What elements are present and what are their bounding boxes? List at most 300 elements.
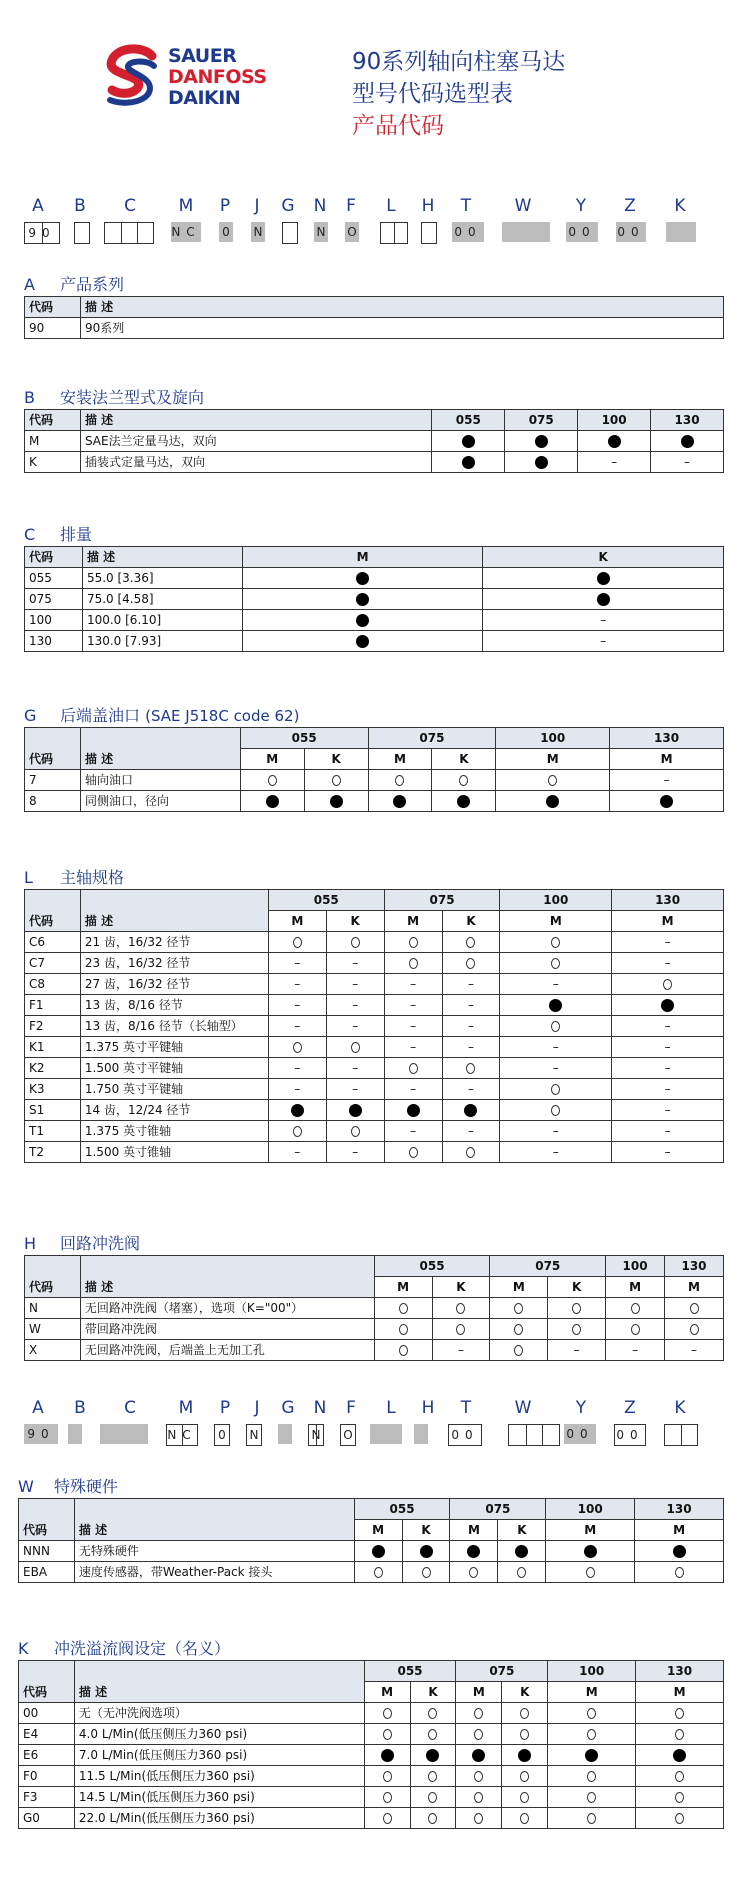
code-box-p: 0 xyxy=(214,1424,230,1446)
table-row xyxy=(25,1100,724,1121)
availability-cell xyxy=(665,1319,724,1340)
filled-dot-icon xyxy=(457,795,470,808)
availability-cell xyxy=(242,589,483,610)
size-group-header: 075 xyxy=(368,728,496,749)
dash-icon: – xyxy=(352,1145,359,1159)
availability-cell xyxy=(500,1142,612,1163)
open-circle-icon xyxy=(520,1813,529,1824)
code-box-l xyxy=(380,222,408,244)
availability-cell xyxy=(498,1541,546,1562)
code-box-t: 00 xyxy=(452,222,484,242)
availability-cell xyxy=(268,1016,326,1037)
dash-icon: – xyxy=(467,1124,474,1138)
availability-cell xyxy=(612,953,724,974)
logo-line-3: DAIKIN xyxy=(168,87,241,109)
description-cell: 1.375 英寸锥轴 xyxy=(80,1121,268,1142)
code-position-h: H xyxy=(421,1398,435,1418)
description-cell: 21 齿，16/32 径节 xyxy=(80,932,268,953)
section-title: 后端盖油口 xyxy=(60,706,141,725)
open-circle-icon xyxy=(675,1567,684,1578)
filled-dot-icon xyxy=(349,1104,362,1117)
dash-icon: – xyxy=(410,977,417,991)
description-cell: 75.0 [4.58] xyxy=(82,589,242,610)
column-header: 描 述 xyxy=(80,728,240,770)
dash-icon: – xyxy=(664,956,671,970)
filled-dot-icon xyxy=(472,1749,485,1762)
availability-cell xyxy=(606,1298,665,1319)
availability-cell xyxy=(636,1724,724,1745)
table-row xyxy=(25,770,724,791)
availability-cell xyxy=(612,1100,724,1121)
column-header: M xyxy=(242,547,483,568)
column-header: 描 述 xyxy=(80,297,723,318)
availability-cell xyxy=(548,1766,636,1787)
dash-icon: – xyxy=(467,1019,474,1033)
availability-cell xyxy=(548,1703,636,1724)
availability-cell xyxy=(410,1787,456,1808)
availability-cell xyxy=(548,1787,636,1808)
code-box-j: N xyxy=(246,1424,262,1446)
dash-icon: – xyxy=(352,1061,359,1075)
code-position-l: L xyxy=(386,1398,396,1418)
filled-dot-icon xyxy=(518,1749,531,1762)
dash-icon: – xyxy=(552,1124,559,1138)
open-circle-icon xyxy=(466,958,475,969)
dash-icon: – xyxy=(410,1082,417,1096)
table-k-flushing-relief xyxy=(18,1660,724,1829)
filled-dot-icon xyxy=(535,456,548,469)
code-position-c: C xyxy=(124,196,136,216)
column-header: 130 xyxy=(651,410,724,431)
size-group-header: 100 xyxy=(546,1499,635,1520)
availability-cell xyxy=(268,953,326,974)
code-cell: N xyxy=(25,1298,81,1319)
availability-cell xyxy=(456,1766,502,1787)
dash-icon: – xyxy=(552,977,559,991)
mount-subheader: K xyxy=(432,749,496,770)
table-row xyxy=(25,431,724,452)
code-box-g xyxy=(278,1424,292,1444)
availability-cell xyxy=(548,1724,636,1745)
availability-cell xyxy=(502,1808,548,1829)
open-circle-icon xyxy=(474,1771,483,1782)
code-position-t: T xyxy=(460,1398,472,1418)
code-cell: T1 xyxy=(25,1121,81,1142)
mount-subheader: M xyxy=(636,1682,724,1703)
table-row xyxy=(25,1016,724,1037)
table-g-end-cap-ports xyxy=(24,727,724,812)
code-box-a: 90 xyxy=(24,222,60,244)
availability-cell xyxy=(268,932,326,953)
availability-cell xyxy=(612,974,724,995)
table-group-header-row xyxy=(19,1499,724,1520)
open-circle-icon xyxy=(383,1771,392,1782)
open-circle-icon xyxy=(374,1567,383,1578)
description-cell: 轴向油口 xyxy=(80,770,240,791)
dash-icon: – xyxy=(663,773,670,787)
availability-cell xyxy=(450,1562,498,1583)
code-box-t: 00 xyxy=(448,1424,482,1446)
filled-dot-icon xyxy=(515,1545,528,1558)
availability-cell xyxy=(546,1541,635,1562)
availability-cell xyxy=(384,1121,442,1142)
code-box-b xyxy=(68,1424,82,1444)
code-position-f: F xyxy=(346,1398,356,1418)
code-position-m: M xyxy=(178,1398,194,1418)
availability-cell xyxy=(364,1787,410,1808)
availability-cell xyxy=(374,1340,432,1361)
size-group-header: 100 xyxy=(606,1256,665,1277)
availability-cell xyxy=(240,770,304,791)
mount-subheader: M xyxy=(374,1277,432,1298)
availability-cell xyxy=(432,431,505,452)
availability-cell xyxy=(548,1298,606,1319)
section-letter: W xyxy=(18,1477,34,1496)
availability-cell xyxy=(364,1703,410,1724)
open-circle-icon xyxy=(293,1042,302,1053)
filled-dot-icon xyxy=(464,1104,477,1117)
description-cell: 7.0 L/Min(低压侧压力360 psi) xyxy=(74,1745,364,1766)
dash-icon: – xyxy=(352,998,359,1012)
description-cell: 无（无冲洗阀选项） xyxy=(74,1703,364,1724)
table-row xyxy=(25,995,724,1016)
dash-icon: – xyxy=(410,998,417,1012)
section-title: 排量 xyxy=(60,525,93,544)
dash-icon: – xyxy=(600,613,607,627)
availability-cell xyxy=(384,1016,442,1037)
open-circle-icon xyxy=(428,1708,437,1719)
mount-subheader: K xyxy=(326,911,384,932)
table-row xyxy=(25,1037,724,1058)
open-circle-icon xyxy=(690,1324,699,1335)
table-row xyxy=(25,1319,724,1340)
code-box-g xyxy=(282,222,298,244)
code-cell: 130 xyxy=(25,631,83,652)
code-cell: 00 xyxy=(19,1703,75,1724)
availability-cell xyxy=(354,1541,402,1562)
availability-cell xyxy=(268,1100,326,1121)
size-group-header: 075 xyxy=(490,1256,606,1277)
code-cell: 075 xyxy=(25,589,83,610)
filled-dot-icon xyxy=(291,1104,304,1117)
filled-dot-icon xyxy=(372,1545,385,1558)
open-circle-icon xyxy=(520,1708,529,1719)
filled-dot-icon xyxy=(356,593,369,606)
availability-cell xyxy=(374,1319,432,1340)
title-line-1: 90系列轴向柱塞马达 xyxy=(352,49,566,75)
availability-cell xyxy=(442,974,500,995)
dash-icon: – xyxy=(664,1145,671,1159)
availability-cell xyxy=(483,610,724,631)
availability-cell xyxy=(384,1058,442,1079)
section-k-heading xyxy=(18,1636,230,1659)
code-position-h: H xyxy=(421,196,435,216)
open-circle-icon xyxy=(383,1729,392,1740)
mount-subheader: M xyxy=(384,911,442,932)
description-cell: 100.0 [6.10] xyxy=(82,610,242,631)
availability-cell xyxy=(402,1562,450,1583)
column-header: 075 xyxy=(505,410,578,431)
open-circle-icon xyxy=(551,937,560,948)
description-cell: 14.5 L/Min(低压侧压力360 psi) xyxy=(74,1787,364,1808)
availability-cell xyxy=(548,1340,606,1361)
dash-icon: – xyxy=(664,1019,671,1033)
column-header: 描 述 xyxy=(80,410,431,431)
table-row xyxy=(19,1541,724,1562)
code-position-k: K xyxy=(674,196,686,216)
sauer-danfoss-daikin-logo-icon xyxy=(104,44,160,108)
availability-cell xyxy=(635,1541,724,1562)
availability-cell xyxy=(326,953,384,974)
filled-dot-icon xyxy=(356,572,369,585)
description-cell: 1.500 英寸平键轴 xyxy=(80,1058,268,1079)
mount-subheader: M xyxy=(364,1682,410,1703)
availability-cell xyxy=(548,1745,636,1766)
availability-cell xyxy=(502,1745,548,1766)
availability-cell xyxy=(635,1562,724,1583)
open-circle-icon xyxy=(520,1771,529,1782)
section-title: 回路冲洗阀 xyxy=(60,1234,141,1253)
availability-cell xyxy=(442,932,500,953)
availability-cell xyxy=(326,1079,384,1100)
dash-icon: – xyxy=(294,1145,301,1159)
open-circle-icon xyxy=(663,979,672,990)
code-position-p: P xyxy=(219,1398,231,1418)
description-cell: 55.0 [3.36] xyxy=(82,568,242,589)
mount-subheader: M xyxy=(496,749,610,770)
table-row xyxy=(25,631,724,652)
availability-cell xyxy=(268,974,326,995)
column-header: 代码 xyxy=(25,547,83,568)
table-group-header-row xyxy=(25,1256,724,1277)
availability-cell xyxy=(364,1745,410,1766)
open-circle-icon xyxy=(409,1063,418,1074)
availability-cell xyxy=(450,1541,498,1562)
availability-cell xyxy=(326,1058,384,1079)
code-cell: NNN xyxy=(19,1541,75,1562)
open-circle-icon xyxy=(548,775,557,786)
section-letter: K xyxy=(18,1639,29,1658)
availability-cell xyxy=(432,791,496,812)
section-letter: G xyxy=(24,706,37,725)
open-circle-icon xyxy=(399,1324,408,1335)
mount-subheader: M xyxy=(456,1682,502,1703)
dash-icon: – xyxy=(410,1124,417,1138)
code-box-y: 00 xyxy=(566,222,598,242)
size-group-header: 075 xyxy=(450,1499,546,1520)
dash-icon: – xyxy=(457,1343,464,1357)
availability-cell xyxy=(326,995,384,1016)
availability-cell xyxy=(442,1016,500,1037)
availability-cell xyxy=(500,1016,612,1037)
availability-cell xyxy=(606,1340,665,1361)
table-group-header-row xyxy=(19,1661,724,1682)
availability-cell xyxy=(498,1562,546,1583)
code-position-y: Y xyxy=(575,196,587,216)
dash-icon: – xyxy=(611,455,618,469)
description-cell: SAE法兰定量马达，双向 xyxy=(80,431,431,452)
size-group-header: 100 xyxy=(500,890,612,911)
availability-cell xyxy=(442,1100,500,1121)
dash-icon: – xyxy=(664,1082,671,1096)
table-h-loop-flushing xyxy=(24,1255,724,1361)
dash-icon: – xyxy=(664,1061,671,1075)
open-circle-icon xyxy=(520,1792,529,1803)
availability-cell xyxy=(410,1703,456,1724)
open-circle-icon xyxy=(586,1567,595,1578)
table-header-row xyxy=(25,547,724,568)
open-circle-icon xyxy=(675,1813,684,1824)
availability-cell xyxy=(636,1808,724,1829)
code-position-k: K xyxy=(674,1398,686,1418)
availability-cell xyxy=(432,1298,490,1319)
open-circle-icon xyxy=(587,1792,596,1803)
code-position-b: B xyxy=(74,196,86,216)
code-box-f: O xyxy=(345,222,359,242)
dash-icon: – xyxy=(294,1082,301,1096)
dash-icon: – xyxy=(294,1019,301,1033)
availability-cell xyxy=(606,1319,665,1340)
logo-line-2: DANFOSS xyxy=(168,66,267,88)
availability-cell xyxy=(636,1745,724,1766)
code-cell: EBA xyxy=(19,1562,75,1583)
availability-cell xyxy=(505,452,578,473)
open-circle-icon xyxy=(514,1303,523,1314)
code-position-z: Z xyxy=(624,196,636,216)
table-row xyxy=(25,452,724,473)
table-row xyxy=(25,1121,724,1142)
code-box-m: NC xyxy=(171,222,201,242)
availability-cell xyxy=(500,1100,612,1121)
open-circle-icon xyxy=(520,1729,529,1740)
filled-dot-icon xyxy=(597,593,610,606)
dash-icon: – xyxy=(573,1343,580,1357)
table-header-row xyxy=(25,410,724,431)
availability-cell xyxy=(502,1787,548,1808)
description-cell: 23 齿，16/32 径节 xyxy=(80,953,268,974)
size-group-header: 055 xyxy=(354,1499,450,1520)
availability-cell xyxy=(665,1298,724,1319)
availability-cell xyxy=(500,974,612,995)
table-row xyxy=(25,1340,724,1361)
code-letters-row-1 xyxy=(0,196,740,218)
open-circle-icon xyxy=(631,1303,640,1314)
code-cell: X xyxy=(25,1340,81,1361)
open-circle-icon xyxy=(293,937,302,948)
open-circle-icon xyxy=(466,1147,475,1158)
code-box-w xyxy=(508,1424,560,1446)
description-cell: 14 齿，12/24 径节 xyxy=(80,1100,268,1121)
description-cell: 90系列 xyxy=(80,318,723,339)
code-position-n: N xyxy=(313,1398,327,1418)
filled-dot-icon xyxy=(266,795,279,808)
availability-cell xyxy=(432,1340,490,1361)
availability-cell xyxy=(546,1562,635,1583)
code-cell: C7 xyxy=(25,953,81,974)
size-group-header: 130 xyxy=(612,890,724,911)
open-circle-icon xyxy=(469,1567,478,1578)
table-group-header-row xyxy=(25,890,724,911)
open-circle-icon xyxy=(268,775,277,786)
code-box-k xyxy=(664,1424,698,1446)
dash-icon: – xyxy=(467,1082,474,1096)
open-circle-icon xyxy=(572,1303,581,1314)
mount-subheader: K xyxy=(304,749,368,770)
open-circle-icon xyxy=(332,775,341,786)
open-circle-icon xyxy=(466,937,475,948)
availability-cell xyxy=(268,1058,326,1079)
open-circle-icon xyxy=(383,1813,392,1824)
availability-cell xyxy=(612,995,724,1016)
size-group-header: 130 xyxy=(610,728,724,749)
open-circle-icon xyxy=(675,1729,684,1740)
column-header: 代码 xyxy=(25,297,81,318)
code-position-b: B xyxy=(74,1398,86,1418)
availability-cell xyxy=(354,1562,402,1583)
availability-cell xyxy=(456,1724,502,1745)
availability-cell xyxy=(410,1724,456,1745)
table-c-displacement xyxy=(24,546,724,652)
availability-cell xyxy=(502,1724,548,1745)
code-box-n: N xyxy=(314,222,328,242)
mount-subheader: K xyxy=(502,1682,548,1703)
availability-cell xyxy=(326,932,384,953)
size-group-header: 075 xyxy=(456,1661,548,1682)
description-cell: 无回路冲洗阀，后端盖上无加工孔 xyxy=(80,1340,374,1361)
table-b-mounting xyxy=(24,409,724,473)
code-cell: F2 xyxy=(25,1016,81,1037)
description-cell: 11.5 L/Min(低压侧压力360 psi) xyxy=(74,1766,364,1787)
code-cell: W xyxy=(25,1319,81,1340)
availability-cell xyxy=(490,1340,548,1361)
open-circle-icon xyxy=(428,1729,437,1740)
code-position-g: G xyxy=(281,196,295,216)
open-circle-icon xyxy=(517,1567,526,1578)
table-row xyxy=(25,1298,724,1319)
table-row xyxy=(19,1724,724,1745)
dash-icon: – xyxy=(352,977,359,991)
availability-cell xyxy=(442,995,500,1016)
availability-cell xyxy=(612,1037,724,1058)
availability-cell xyxy=(304,770,368,791)
filled-dot-icon xyxy=(597,572,610,585)
dash-icon: – xyxy=(467,977,474,991)
code-position-y: Y xyxy=(575,1398,587,1418)
dash-icon: – xyxy=(294,977,301,991)
size-group-header: 055 xyxy=(374,1256,490,1277)
availability-cell xyxy=(500,995,612,1016)
code-box-j: N xyxy=(251,222,265,242)
open-circle-icon xyxy=(474,1813,483,1824)
availability-cell xyxy=(651,452,724,473)
availability-cell xyxy=(432,452,505,473)
open-circle-icon xyxy=(474,1708,483,1719)
availability-cell xyxy=(548,1319,606,1340)
page-subtitle: 产品代码 xyxy=(352,113,444,139)
availability-cell xyxy=(374,1298,432,1319)
open-circle-icon xyxy=(456,1324,465,1335)
availability-cell xyxy=(268,1037,326,1058)
filled-dot-icon xyxy=(660,795,673,808)
open-circle-icon xyxy=(514,1324,523,1335)
code-box-a: 90 xyxy=(24,1424,58,1444)
filled-dot-icon xyxy=(356,635,369,648)
section-title: 安装法兰型式及旋向 xyxy=(60,388,205,407)
code-cell: C6 xyxy=(25,932,81,953)
open-circle-icon xyxy=(587,1729,596,1740)
code-position-z: Z xyxy=(624,1398,636,1418)
availability-cell xyxy=(326,1121,384,1142)
